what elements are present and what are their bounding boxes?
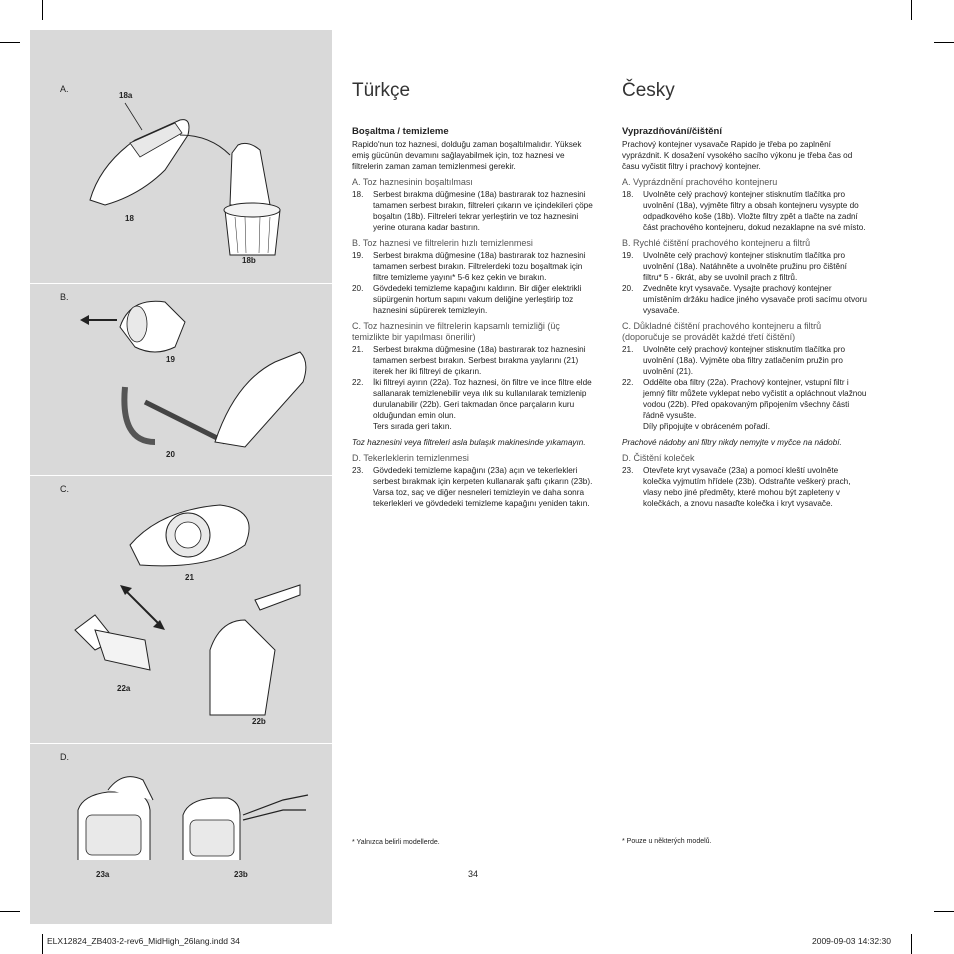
turkish-section-c: C. Toz haznesinin ve filtrelerin kapsamlı temizliği (üç temizlikte bir yapılması önerilir) (352, 321, 560, 342)
step-text: Gövdedeki temizleme kapağını kaldırın. Bir diğer elektrikli süpürgenin hortum sapını vakum deliğine yerleştirip toz haznesini süpürerek temizleyin. (373, 284, 582, 315)
turkish-heading: Boşaltma / temizleme (352, 126, 449, 137)
turkish-footnote: * Yalnızca belirli modellerde. (352, 839, 440, 846)
crop-mark (42, 0, 43, 20)
crop-mark (0, 911, 20, 912)
vacuum-emptying-illustration (70, 95, 310, 260)
czech-step-18 (622, 189, 867, 233)
callout-18a: 18a (119, 91, 133, 100)
czech-step-20 (622, 283, 867, 316)
crop-mark (42, 934, 43, 954)
turkish-note: Toz haznesini veya filtreleri asla bulaşık makinesinde yıkamayın. (352, 438, 586, 447)
callout-20: 20 (166, 450, 175, 459)
czech-heading: Vyprazdňování/čištění (622, 126, 722, 137)
step-text-block (643, 377, 867, 432)
step-text: Serbest bırakma düğmesine (18a) bastırarak toz haznesini tamamen serbest bırakın, filtreleri çıkarın ve içindekileri çöpe boşaltın (18b). Filtreleri tekrar yerleştirin ve toz haznesini yerine oturana kadar bastırın. (373, 190, 593, 232)
czech-step-22 (622, 377, 867, 432)
callout-21: 21 (185, 573, 194, 582)
callout-19: 19 (166, 355, 175, 364)
callout-18b: 18b (242, 256, 256, 265)
step-number: 23. (352, 466, 364, 475)
panel-d-label: D. (60, 752, 69, 762)
czech-section-b: B. Rychlé čištění prachového kontejneru a filtrů (622, 238, 811, 248)
slug-timestamp: 2009-09-03 14:32:30 (812, 936, 891, 946)
step-number: 18. (622, 190, 634, 199)
czech-footnote: * Pouze u některých modelů. (622, 838, 712, 845)
step-number: 20. (622, 284, 634, 293)
czech-note: Prachové nádoby ani filtry nikdy nemyjte v myčce na nádobí. (622, 438, 842, 447)
step-text-extra: Díly připojujte v obráceném pořadí. (643, 422, 770, 431)
step-number: 18. (352, 190, 364, 199)
czech-section-c: C. Důkladné čištění prachového kontejneru a filtrů (doporučuje se provádět každé třetí čištění) (622, 321, 822, 342)
turkish-section-d: D. Tekerleklerin temizlenmesi (352, 453, 469, 463)
turkish-section-a: A. Toz haznesinin boşaltılması (352, 177, 473, 187)
step-text: Uvolněte celý prachový kontejner stisknutím tlačítka pro uvolnění (18a). Vyjměte oba filtry zatlačením pružin pro uvolnění (21). (643, 345, 846, 376)
step-text: Uvolněte celý prachový kontejner stisknutím tlačítka pro uvolnění (18a). Natáhněte a uvolněte pružinu pro čištění filtru* 5 - 6krát, aby se uvolnil prach z filtrů. (643, 251, 847, 282)
step-text: İki filtreyi ayırın (22a). Toz haznesi, ön filtre ve ince filtre elde sallanarak temizlenebilir veya ılık su kullanılarak temizlenip durulanabilir (22b). Geri takmadan önce parçaların kuru olduğundan emin olun. (373, 378, 592, 420)
czech-column (622, 80, 867, 509)
czech-step-23 (622, 465, 867, 509)
panel-c-label: C. (60, 484, 69, 494)
czech-intro: Prachový kontejner vysavače Rapido je třeba po zaplnění vyprázdnit. K dosažení vysokého sacího výkonu je třeba čas od času vyčistit filtry i prachový kontejner. (622, 140, 853, 171)
step-number: 19. (352, 251, 364, 260)
quick-cleaning-illustration (75, 292, 315, 452)
crop-mark (934, 911, 954, 912)
thorough-cleaning-illustration (70, 490, 310, 720)
step-number: 19. (622, 251, 634, 260)
step-text: Serbest bırakma düğmesine (18a) bastırarak toz haznesini tamamen serbest bırakın. Serbest bırakma yaylarını (21) iterek her iki filtreyi de çıkarın. (373, 345, 586, 376)
czech-title: Česky (622, 80, 675, 101)
panel-a-label: A. (60, 84, 69, 94)
callout-22b: 22b (252, 717, 266, 726)
turkish-step-21 (352, 344, 597, 377)
callout-23b: 23b (234, 870, 248, 879)
turkish-intro: Rapido'nun toz haznesi, dolduğu zaman boşaltılmalıdır. Yüksek emiş gücünün devamını sağlayabilmek için, toz haznesi ve filtrelerin zaman zaman temizlenmesi gerekir. (352, 140, 582, 171)
step-number: 21. (622, 345, 634, 354)
step-text: Zvedněte kryt vysavače. Vysajte prachový kontejner umístěním držáku hadice jiného vysavače proti sacímu otvoru vysavače. (643, 284, 867, 315)
step-number: 21. (352, 345, 364, 354)
crop-mark (0, 42, 20, 43)
step-number: 23. (622, 466, 634, 475)
step-text: Oddělte oba filtry (22a). Prachový kontejner, vstupní filtr i jemný filtr můžete vyklepat nebo vyčistit a opláchnout vlažnou vodou (22b). Před opakovaným připojením všechny části řádně vysušte. (643, 378, 867, 420)
turkish-column (352, 80, 597, 509)
crop-mark (911, 934, 912, 954)
turkish-step-22 (352, 377, 597, 432)
slug-filename: ELX12824_ZB403-2-rev6_MidHigh_26lang.indd 34 (47, 936, 240, 946)
step-number: 20. (352, 284, 364, 293)
czech-section-d: D. Čištění koleček (622, 453, 695, 463)
step-text-extra: Ters sırada geri takın. (373, 422, 452, 431)
step-text-block (373, 377, 597, 432)
step-text: Otevřete kryt vysavače (23a) a pomocí kleští uvolněte kolečka vyjmutím hřídele (23b). Odstraňte veškerý prach, vlasy nebo jiné předměty, které mohou být zapleteny v kolečkách, a znovu nasaďte kolečka i kryt vysavače. (643, 466, 851, 508)
callout-23a: 23a (96, 870, 110, 879)
step-text: Gövdedeki temizleme kapağını (23a) açın ve tekerlekleri serbest bırakmak için kerpeten kullanarak şaftı çıkarın (23b). Varsa toz, saç ve diğer nesneleri temizleyin ve daha sonra tekerlekleri ve gövdedeki temizleme kapağını yeniden takın. (373, 466, 593, 508)
crop-mark (934, 42, 954, 43)
turkish-step-19 (352, 250, 597, 283)
step-text: Uvolněte celý prachový kontejner stisknutím tlačítka pro uvolnění (18a), vyjměte filtry a obsah kontejneru vysypte do odpadkového koše (18b). Vložte filtry zpět a tlačte na zadní část prachového kontejneru, dokud nezaklapne na své místo. (643, 190, 866, 232)
panel-b-label: B. (60, 292, 69, 302)
czech-section-a: A. Vyprázdnění prachového kontejneru (622, 177, 778, 187)
czech-step-19 (622, 250, 867, 283)
page-number: 34 (468, 869, 479, 879)
turkish-section-b: B. Toz haznesi ve filtrelerin hızlı temizlenmesi (352, 238, 533, 248)
turkish-step-23 (352, 465, 597, 509)
step-number: 22. (352, 378, 364, 387)
callout-18: 18 (125, 214, 134, 223)
wheel-cleaning-illustration (68, 770, 318, 865)
step-number: 22. (622, 378, 634, 387)
callout-22a: 22a (117, 684, 131, 693)
turkish-title: Türkçe (352, 80, 411, 101)
czech-step-21 (622, 344, 867, 377)
turkish-step-18 (352, 189, 597, 233)
crop-mark (911, 0, 912, 20)
turkish-step-20 (352, 283, 597, 316)
step-text: Serbest bırakma düğmesine (18a) bastırarak toz haznesini tamamen serbest bırakın. Filtrelerdeki tozu boşaltmak için filtre temizleme yayını* 5-6 kez çekin ve bırakın. (373, 251, 586, 282)
